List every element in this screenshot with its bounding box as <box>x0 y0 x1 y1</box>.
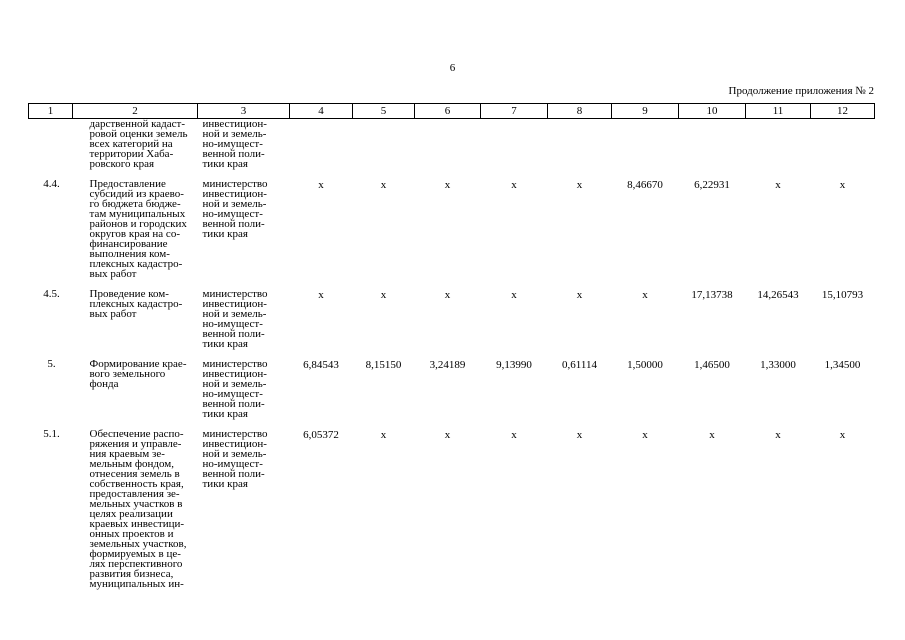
row-value-col-7: x <box>511 179 517 191</box>
row-value-col-8: 0,61114 <box>562 359 597 371</box>
column-header-6: 6 <box>415 104 481 119</box>
row-value-col-6: x <box>444 289 451 301</box>
row-responsible <box>198 289 290 349</box>
responsible-line: тики края <box>202 228 248 240</box>
responsible-line: венной поли- <box>202 398 265 410</box>
responsible-line: ной и земель- <box>202 378 267 390</box>
row-value-col-9 <box>612 119 679 170</box>
activity-name-line: вых работ <box>89 268 137 280</box>
responsible-line: но-имущест- <box>202 388 263 400</box>
activity-name-line: выполнения ком- <box>89 248 170 260</box>
responsible-line: инвестицион- <box>202 438 267 450</box>
activity-name-line: земельных участков, <box>89 538 187 550</box>
row-value-col-11: x <box>775 429 781 441</box>
activity-name-line: краевых инвестици- <box>89 518 185 530</box>
table-row <box>29 359 875 419</box>
row-value-col-10 <box>679 119 746 170</box>
activity-name-line: Обеспечение распо- <box>89 428 184 440</box>
responsible-line: инвестицион- <box>202 298 267 310</box>
column-header-8: 8 <box>548 104 612 119</box>
row-value-col-4: x <box>318 289 324 301</box>
activity-name-line: вых работ <box>89 308 137 320</box>
activity-name-line: фонда <box>89 378 119 390</box>
row-responsible <box>198 359 290 419</box>
activity-name-line: предоставления зе- <box>89 488 180 500</box>
row-value-col-12: 15,10793 <box>821 289 864 301</box>
activity-name-line: ния краевым зе- <box>89 448 165 460</box>
activity-name-line: го бюджета бюдже- <box>89 198 181 210</box>
row-value-col-9: x <box>642 289 648 301</box>
activity-name-line: Формирование крае- <box>89 358 187 370</box>
activity-name-line: районов и городских <box>89 218 187 230</box>
activity-name-line: отнесения земель в <box>89 468 180 480</box>
row-number: 4.4. <box>43 178 60 190</box>
activity-name-line: дарственной кадаст- <box>89 118 185 130</box>
responsible-line: но-имущест- <box>202 318 263 330</box>
table-header-row <box>29 104 875 119</box>
row-value-col-5: x <box>380 289 387 301</box>
row-value-col-4: 6,84543 <box>303 359 339 371</box>
responsible-line: но-имущест- <box>202 458 263 470</box>
activity-name-line: ряжения и управле- <box>89 438 182 450</box>
row-value-col-5: x <box>380 429 387 441</box>
column-header-2: 2 <box>73 104 198 119</box>
column-header-1: 1 <box>29 104 73 119</box>
row-value-col-8 <box>548 119 612 170</box>
responsible-line: тики края <box>202 158 248 170</box>
responsible-line: венной поли- <box>202 148 265 160</box>
continuation-title: Продолжение приложения № 2 <box>728 85 874 97</box>
column-header-4: 4 <box>290 104 353 119</box>
row-value-col-6: x <box>444 429 451 441</box>
table-row <box>29 429 875 589</box>
responsible-line: венной поли- <box>202 328 265 340</box>
row-number <box>29 119 73 170</box>
responsible-line: инвестицион- <box>202 118 267 130</box>
row-value-col-10: 6,22931 <box>694 179 730 191</box>
row-value-col-12: x <box>839 429 846 441</box>
activity-name-line: формируемых в це- <box>89 548 181 560</box>
table-row <box>29 289 875 349</box>
table-row <box>29 119 875 170</box>
column-header-9: 9 <box>612 104 679 119</box>
row-value-col-10: 17,13738 <box>691 289 733 301</box>
activity-name-line: территории Хаба- <box>89 148 174 160</box>
row-value-col-5: 8,15150 <box>365 359 402 371</box>
responsible-line: венной поли- <box>202 218 265 230</box>
responsible-line: но-имущест- <box>202 208 263 220</box>
row-value-col-6: 3,24189 <box>429 359 466 371</box>
row-value-col-11: x <box>775 179 781 191</box>
row-value-col-6 <box>415 119 481 170</box>
activity-name-line: ровского края <box>89 158 155 170</box>
activity-name-line: там муниципальных <box>89 208 186 220</box>
row-value-col-9: 1,50000 <box>627 359 663 371</box>
activity-name-line: развития бизнеса, <box>89 568 174 580</box>
page-number: 6 <box>449 62 456 74</box>
responsible-line: но-имущест- <box>202 138 263 150</box>
activity-name-line: финансирование <box>89 238 168 250</box>
responsible-line: тики края <box>202 408 248 420</box>
row-value-col-11: 14,26543 <box>757 289 799 301</box>
row-value-col-4 <box>290 119 353 170</box>
row-activity-name <box>73 179 198 279</box>
activity-name-line: Проведение ком- <box>89 288 169 300</box>
row-value-col-7: 9,13990 <box>496 359 532 371</box>
activity-name-line: целях реализации <box>89 508 173 520</box>
responsible-line: инвестицион- <box>202 188 267 200</box>
row-value-col-6: x <box>444 179 451 191</box>
responsible-line: тики края <box>202 478 248 490</box>
row-value-col-11: 1,33000 <box>760 359 796 371</box>
responsible-line: инвестицион- <box>202 368 267 380</box>
row-value-col-7: x <box>511 429 517 441</box>
row-value-col-4: 6,05372 <box>303 429 339 441</box>
responsible-line: венной поли- <box>202 468 265 480</box>
row-activity-name <box>73 359 198 419</box>
row-value-col-9: 8,46670 <box>627 179 663 191</box>
column-header-10: 10 <box>679 104 746 119</box>
column-header-11: 11 <box>746 104 811 119</box>
responsible-line: ной и земель- <box>202 448 267 460</box>
row-value-col-7: x <box>511 289 517 301</box>
activity-name-line: плексных кадастро- <box>89 258 183 270</box>
row-value-col-7 <box>481 119 548 170</box>
row-number: 5. <box>47 358 56 370</box>
activity-name-line: плексных кадастро- <box>89 298 183 310</box>
row-value-col-10: 1,46500 <box>694 359 730 371</box>
row-value-col-4: x <box>318 179 324 191</box>
activity-name-line: онных проектов и <box>89 528 174 540</box>
activity-name-line: мельных участков в <box>89 498 183 510</box>
row-value-col-8: x <box>576 179 583 191</box>
responsible-line: министерство <box>202 288 268 300</box>
activity-name-line: ровой оценки земель <box>89 128 188 140</box>
activity-name-line: субсидий из краево- <box>89 188 184 200</box>
responsible-line: министерство <box>202 358 268 370</box>
column-header-7: 7 <box>481 104 548 119</box>
column-header-5: 5 <box>353 104 415 119</box>
row-value-col-8: x <box>576 429 583 441</box>
budget-table <box>28 103 875 589</box>
responsible-line: тики края <box>202 338 248 350</box>
responsible-line: ной и земель- <box>202 308 267 320</box>
activity-name-line: муниципальных ин- <box>89 578 184 590</box>
activity-name-line: всех категорий на <box>89 138 173 150</box>
row-activity-name <box>73 289 198 349</box>
table-body <box>29 119 875 590</box>
responsible-line: ной и земель- <box>202 128 267 140</box>
row-value-col-11 <box>746 119 811 170</box>
row-value-col-12: x <box>839 179 846 191</box>
row-value-col-9: x <box>642 429 648 441</box>
column-header-3: 3 <box>198 104 290 119</box>
activity-name-line: вого земельного <box>89 368 166 380</box>
row-value-col-5: x <box>380 179 387 191</box>
table-row <box>29 179 875 279</box>
responsible-line: министерство <box>202 178 268 190</box>
responsible-line: ной и земель- <box>202 198 267 210</box>
activity-name-line: Предоставление <box>89 178 166 190</box>
row-responsible <box>198 429 290 589</box>
activity-name-line: лях перспективного <box>89 558 183 570</box>
row-value-col-5 <box>353 119 415 170</box>
row-activity-name <box>73 119 198 170</box>
row-value-col-8: x <box>576 289 583 301</box>
row-activity-name <box>73 429 198 589</box>
activity-name-line: мельным фондом, <box>89 458 174 470</box>
row-number: 4.5. <box>43 288 60 300</box>
responsible-line: министерство <box>202 428 268 440</box>
row-responsible <box>198 179 290 279</box>
row-value-col-12: 1,34500 <box>824 359 861 371</box>
column-header-12: 12 <box>811 104 875 119</box>
activity-name-line: округов края на со- <box>89 228 180 240</box>
activity-name-line: собственность края, <box>89 478 184 490</box>
row-responsible <box>198 119 290 170</box>
row-value-col-12 <box>811 119 875 170</box>
row-value-col-10: x <box>709 429 715 441</box>
row-number: 5.1. <box>43 428 60 440</box>
